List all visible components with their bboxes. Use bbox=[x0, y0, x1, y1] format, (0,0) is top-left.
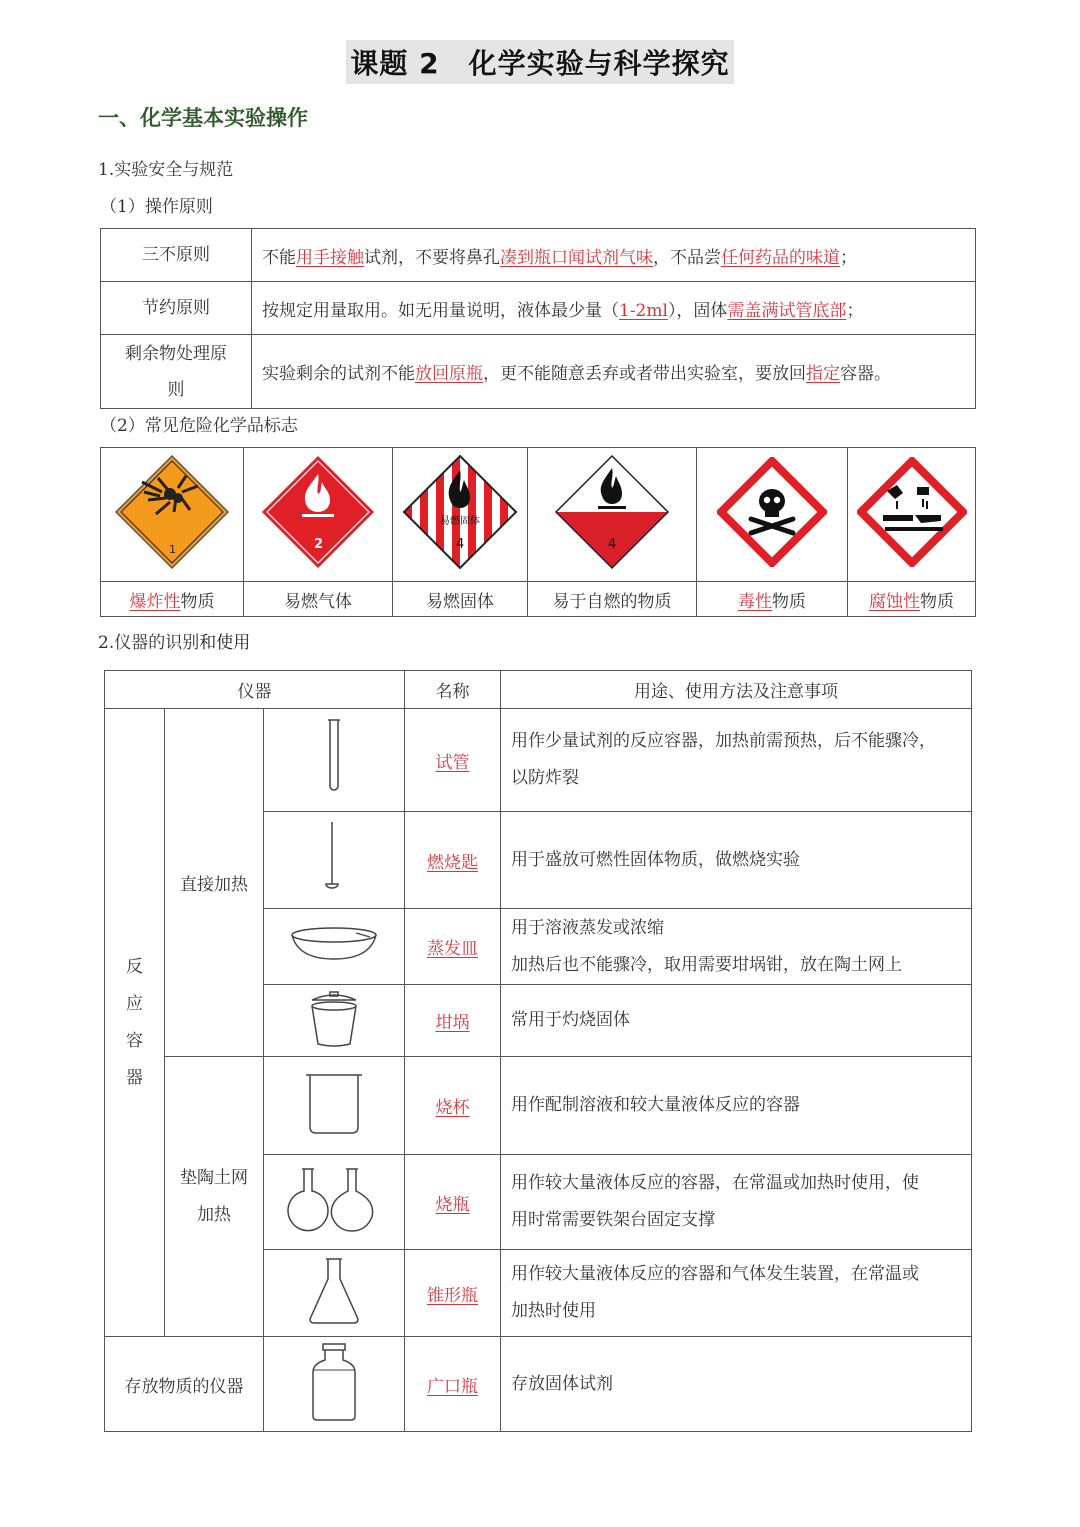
instrument-image bbox=[264, 812, 405, 909]
skull-crossbones-icon bbox=[717, 457, 827, 567]
principle-key: 节约原则 bbox=[101, 282, 252, 335]
table-row bbox=[101, 282, 976, 335]
table-row bbox=[101, 582, 976, 617]
svg-text:易燃固体: 易燃固体 bbox=[440, 516, 480, 527]
hazard-label: 易燃气体 bbox=[244, 582, 393, 617]
group-direct-heating: 直接加热 bbox=[165, 709, 264, 1057]
hazard-label: 爆炸性物质 bbox=[101, 582, 244, 617]
beaker-icon bbox=[302, 1069, 366, 1137]
section-heading: 一、化学基本实验操作 bbox=[98, 106, 308, 130]
table-row bbox=[101, 335, 976, 409]
hazard-cell bbox=[848, 448, 976, 582]
flask-icon bbox=[284, 1165, 384, 1235]
instrument-image bbox=[264, 1057, 405, 1155]
instrument-usage: 用于溶液蒸发或浓缩 加热后也不能骤冷，取用需要坩埚钳，放在陶土网上 bbox=[501, 909, 972, 985]
hazard-label: 易燃固体 bbox=[393, 582, 528, 617]
flammable-gas-icon bbox=[258, 452, 378, 572]
page-title: 课题 2 化学实验与科学探究 bbox=[0, 40, 1080, 84]
instrument-usage: 常用于灼烧固体 bbox=[501, 985, 972, 1057]
principles-table bbox=[100, 228, 976, 409]
hazard-cell bbox=[244, 448, 393, 582]
subheading-safety: 1.实验安全与规范 bbox=[98, 160, 234, 180]
table-row bbox=[101, 448, 976, 582]
principle-text: 按规定用量取用。如无用量说明，液体最少量（1-2ml），固体需盖满试管底部； bbox=[252, 282, 976, 335]
hazard-table bbox=[100, 447, 976, 617]
hazard-cell bbox=[101, 448, 244, 582]
instrument-name: 蒸发皿 bbox=[405, 909, 501, 985]
table-row bbox=[105, 1057, 972, 1155]
header-name: 名称 bbox=[405, 671, 501, 709]
spontaneous-combustion-icon bbox=[552, 452, 672, 572]
instrument-name: 燃烧匙 bbox=[405, 812, 501, 909]
table-row bbox=[105, 671, 972, 709]
corrosive-icon bbox=[857, 457, 967, 567]
hazard-cell bbox=[393, 448, 528, 582]
instrument-usage: 用于盛放可燃性固体物质，做燃烧实验 bbox=[501, 812, 972, 909]
instrument-name: 坩埚 bbox=[405, 985, 501, 1057]
instrument-name: 烧瓶 bbox=[405, 1155, 501, 1250]
subheading-principles: （1）操作原则 bbox=[100, 197, 213, 217]
instrument-image bbox=[264, 1337, 405, 1432]
instrument-image bbox=[264, 985, 405, 1057]
header-usage: 用途、使用方法及注意事项 bbox=[501, 671, 972, 709]
svg-text:4: 4 bbox=[456, 537, 465, 552]
hazard-cell bbox=[528, 448, 697, 582]
combustion-spoon-icon bbox=[314, 818, 354, 898]
instrument-image bbox=[264, 1250, 405, 1337]
instrument-image bbox=[264, 1155, 405, 1250]
principle-key: 三不原则 bbox=[101, 229, 252, 282]
instrument-usage: 存放固体试剂 bbox=[501, 1337, 972, 1432]
wide-mouth-bottle-icon bbox=[309, 1342, 359, 1422]
group-reaction-vessels: 反 应 容 器 bbox=[105, 709, 165, 1337]
conical-flask-icon bbox=[304, 1255, 364, 1327]
instrument-usage: 用作配制溶液和较大量液体反应的容器 bbox=[501, 1057, 972, 1155]
principle-text: 实验剩余的试剂不能放回原瓶，更不能随意丢弃或者带出实验室，要放回指定容器。 bbox=[252, 335, 976, 409]
svg-text:1: 1 bbox=[169, 543, 176, 556]
hazard-label: 毒性物质 bbox=[697, 582, 848, 617]
instrument-name: 广口瓶 bbox=[405, 1337, 501, 1432]
principle-key: 剩余物处理原 则 bbox=[101, 335, 252, 409]
test-tube-icon bbox=[314, 716, 354, 800]
svg-text:2: 2 bbox=[314, 537, 324, 552]
hazard-label: 易于自燃的物质 bbox=[528, 582, 697, 617]
instrument-usage: 用作较大量液体反应的容器，在常温或加热时使用，使 用时常需要铁架台固定支撑 bbox=[501, 1155, 972, 1250]
explosive-icon bbox=[112, 452, 232, 572]
evaporating-dish-icon bbox=[284, 919, 384, 969]
instrument-image bbox=[264, 709, 405, 812]
hazard-label: 腐蚀性物质 bbox=[848, 582, 976, 617]
instrument-usage: 用作较大量液体反应的容器和气体发生装置，在常温或 加热时使用 bbox=[501, 1250, 972, 1337]
subheading-instruments: 2.仪器的识别和使用 bbox=[98, 633, 251, 653]
crucible-icon bbox=[304, 986, 364, 1050]
principle-text: 不能用手接触试剂，不要将鼻孔凑到瓶口闻试剂气味，不品尝任何药品的味道； bbox=[252, 229, 976, 282]
instrument-usage: 用作少量试剂的反应容器，加热前需预热，后不能骤冷， 以防炸裂 bbox=[501, 709, 972, 812]
hazard-cell bbox=[697, 448, 848, 582]
table-row bbox=[105, 709, 972, 812]
instrument-name: 试管 bbox=[405, 709, 501, 812]
group-storage: 存放物质的仪器 bbox=[105, 1337, 264, 1432]
table-row bbox=[101, 229, 976, 282]
flammable-solid-icon bbox=[400, 452, 520, 572]
instrument-name: 锥形瓶 bbox=[405, 1250, 501, 1337]
instrument-image bbox=[264, 909, 405, 985]
table-row bbox=[105, 1337, 972, 1432]
instruments-table bbox=[104, 670, 972, 1432]
subheading-hazard-labels: （2）常见危险化学品标志 bbox=[100, 416, 298, 436]
svg-text:4: 4 bbox=[608, 537, 617, 552]
group-mesh-heating: 垫陶土网 加热 bbox=[165, 1057, 264, 1337]
instrument-name: 烧杯 bbox=[405, 1057, 501, 1155]
header-instrument: 仪器 bbox=[105, 671, 405, 709]
